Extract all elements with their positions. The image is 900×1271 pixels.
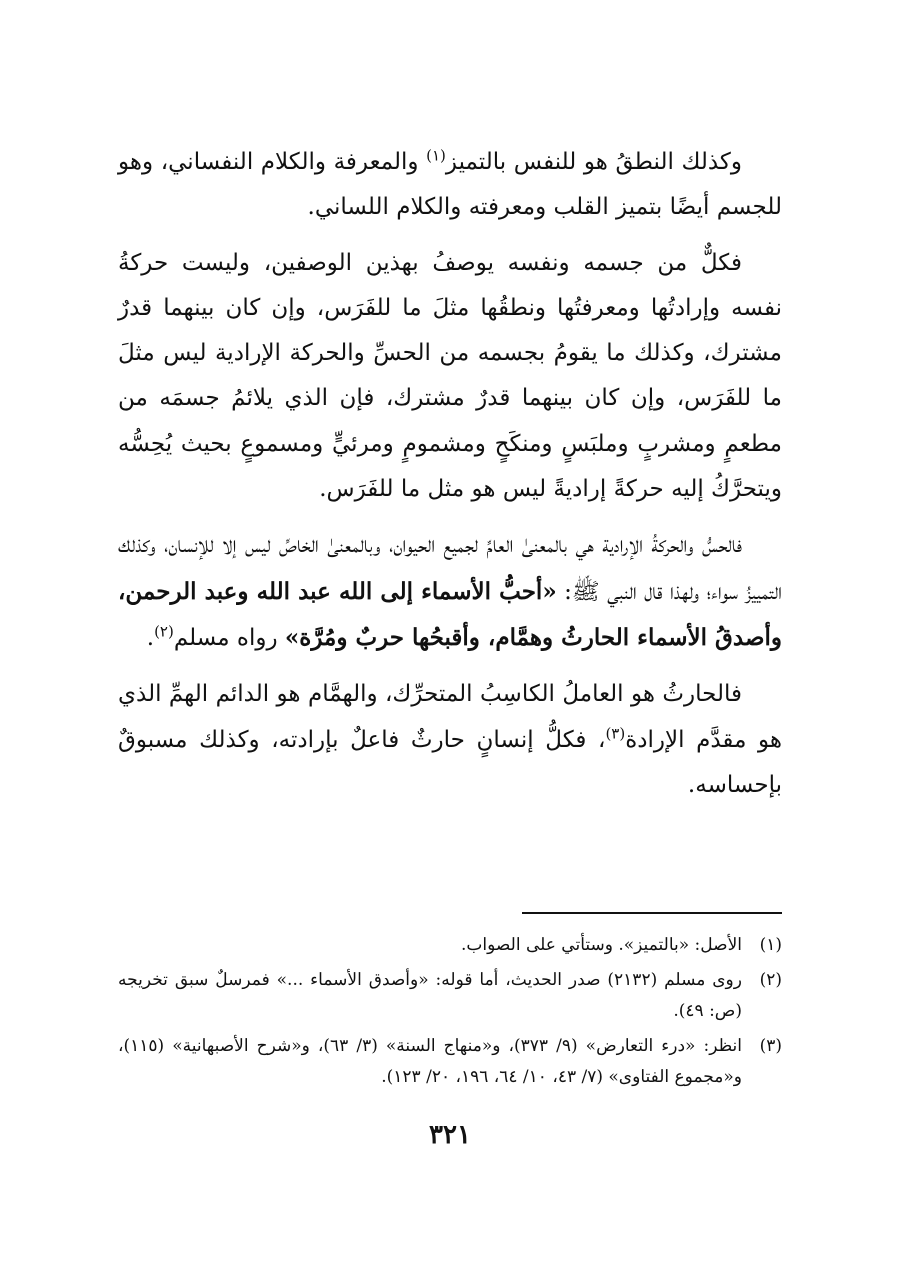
paragraph-4-rest: ، فكلُّ إنسانٍ حارثٌ فاعلٌ بإرادته، وكذلك مسبوقٌ بإحساسه. — [118, 726, 782, 798]
main-text — [118, 140, 782, 819]
paragraph-1-rest: والمعرفة والكلام النفساني، وهو للجسم أيضًا بتميز القلب ومعرفته والكلام اللساني. — [118, 149, 782, 221]
paragraph-3-text: فالحسُّ والحركةُ الإرادية هي بالمعنىٰ العامِّ لجميع الحيوان، وبالمعنىٰ الخاصِّ ليس إلا للإنسان، وكذلك التمييزُ سواء؛ ولهذا قال النبي ﷺ: — [118, 532, 782, 605]
footnote-3 — [118, 1031, 782, 1093]
footnote-text: روى مسلم (٢١٣٢) صدر الحديث، أما قوله: «وأصدق الأسماء ...» فمرسلٌ سبق تخريجه (ص: ٤٩). — [118, 970, 742, 1021]
footnote-2 — [118, 965, 782, 1027]
footnote-ref-1: (١) — [426, 146, 446, 165]
footnote-ref-2: (٢) — [154, 622, 174, 641]
paragraph-3-end: . — [146, 624, 155, 651]
page-number: ٣٢١ — [429, 1120, 471, 1150]
footnote-number: (٣) — [759, 1036, 782, 1056]
paragraph-4-text: فالحارثُ هو العاملُ الكاسِبُ المتحرِّك، والهمَّام هو الدائم الهمِّ الذي هو مقدَّم الإرادة — [118, 681, 782, 753]
footnote-text: انظر: «درء التعارض» (٩/ ٣٧٣)، و«منهاج السنة» (٣/ ٦٣)، و«شرح الأصبهانية» (١١٥)، و«مجموع الفتاوى» (٧/ ٤٣، ١٠/ ٦٤، ١٩٦، ٢٠/ ١٢٣). — [118, 1036, 743, 1087]
paragraph-1 — [118, 140, 782, 231]
footnote-separator — [522, 912, 782, 914]
paragraph-2: فكلٌّ من جسمه ونفسه يوصفُ بهذين الوصفين، وليست حركةُ نفسه وإرادتُها ومعرفتُها ونطقُها مثلَ ما للفَرَس، وإن كان بينهما قدرٌ مشترك، وكذلك ما يقومُ بجسمه من الحسِّ والحركة الإرادية ليس مثلَ ما للفَرَس، وإن كان بينهما قدرٌ مشترك، فإن الذي يلائمُ جسمَه من مطعمٍ ومشربٍ وملبَسٍ ومنكَحٍ ومشمومٍ ومرئيٍّ ومسموعٍ بحيث يُحِسُّه ويتحرَّكُ إليه حركةً إراديةً ليس هو مثل ما للفَرَس. — [118, 249, 782, 503]
hadith-quote: «أحبُّ الأسماء إلى الله عبد الله وعبد الرحمن، وأصدقُ الأسماء الحارثُ وهمَّام، وأقبحُها حربٌ ومُرَّة» — [118, 577, 782, 651]
footnote-number: (٢) — [759, 970, 782, 990]
footnotes — [118, 930, 782, 1097]
footnote-number: (١) — [759, 935, 782, 955]
hadith-source: رواه مسلم — [173, 624, 285, 651]
footnote-ref-3: (٣) — [605, 723, 626, 742]
paragraph-3 — [118, 523, 782, 661]
footnote-text: الأصل: «بالتميز». وستأتي على الصواب. — [461, 935, 742, 955]
footnote-1 — [118, 930, 782, 961]
paragraph-4 — [118, 672, 782, 808]
paragraph-1-text: وكذلك النطقُ هو للنفس بالتميز — [445, 149, 742, 175]
